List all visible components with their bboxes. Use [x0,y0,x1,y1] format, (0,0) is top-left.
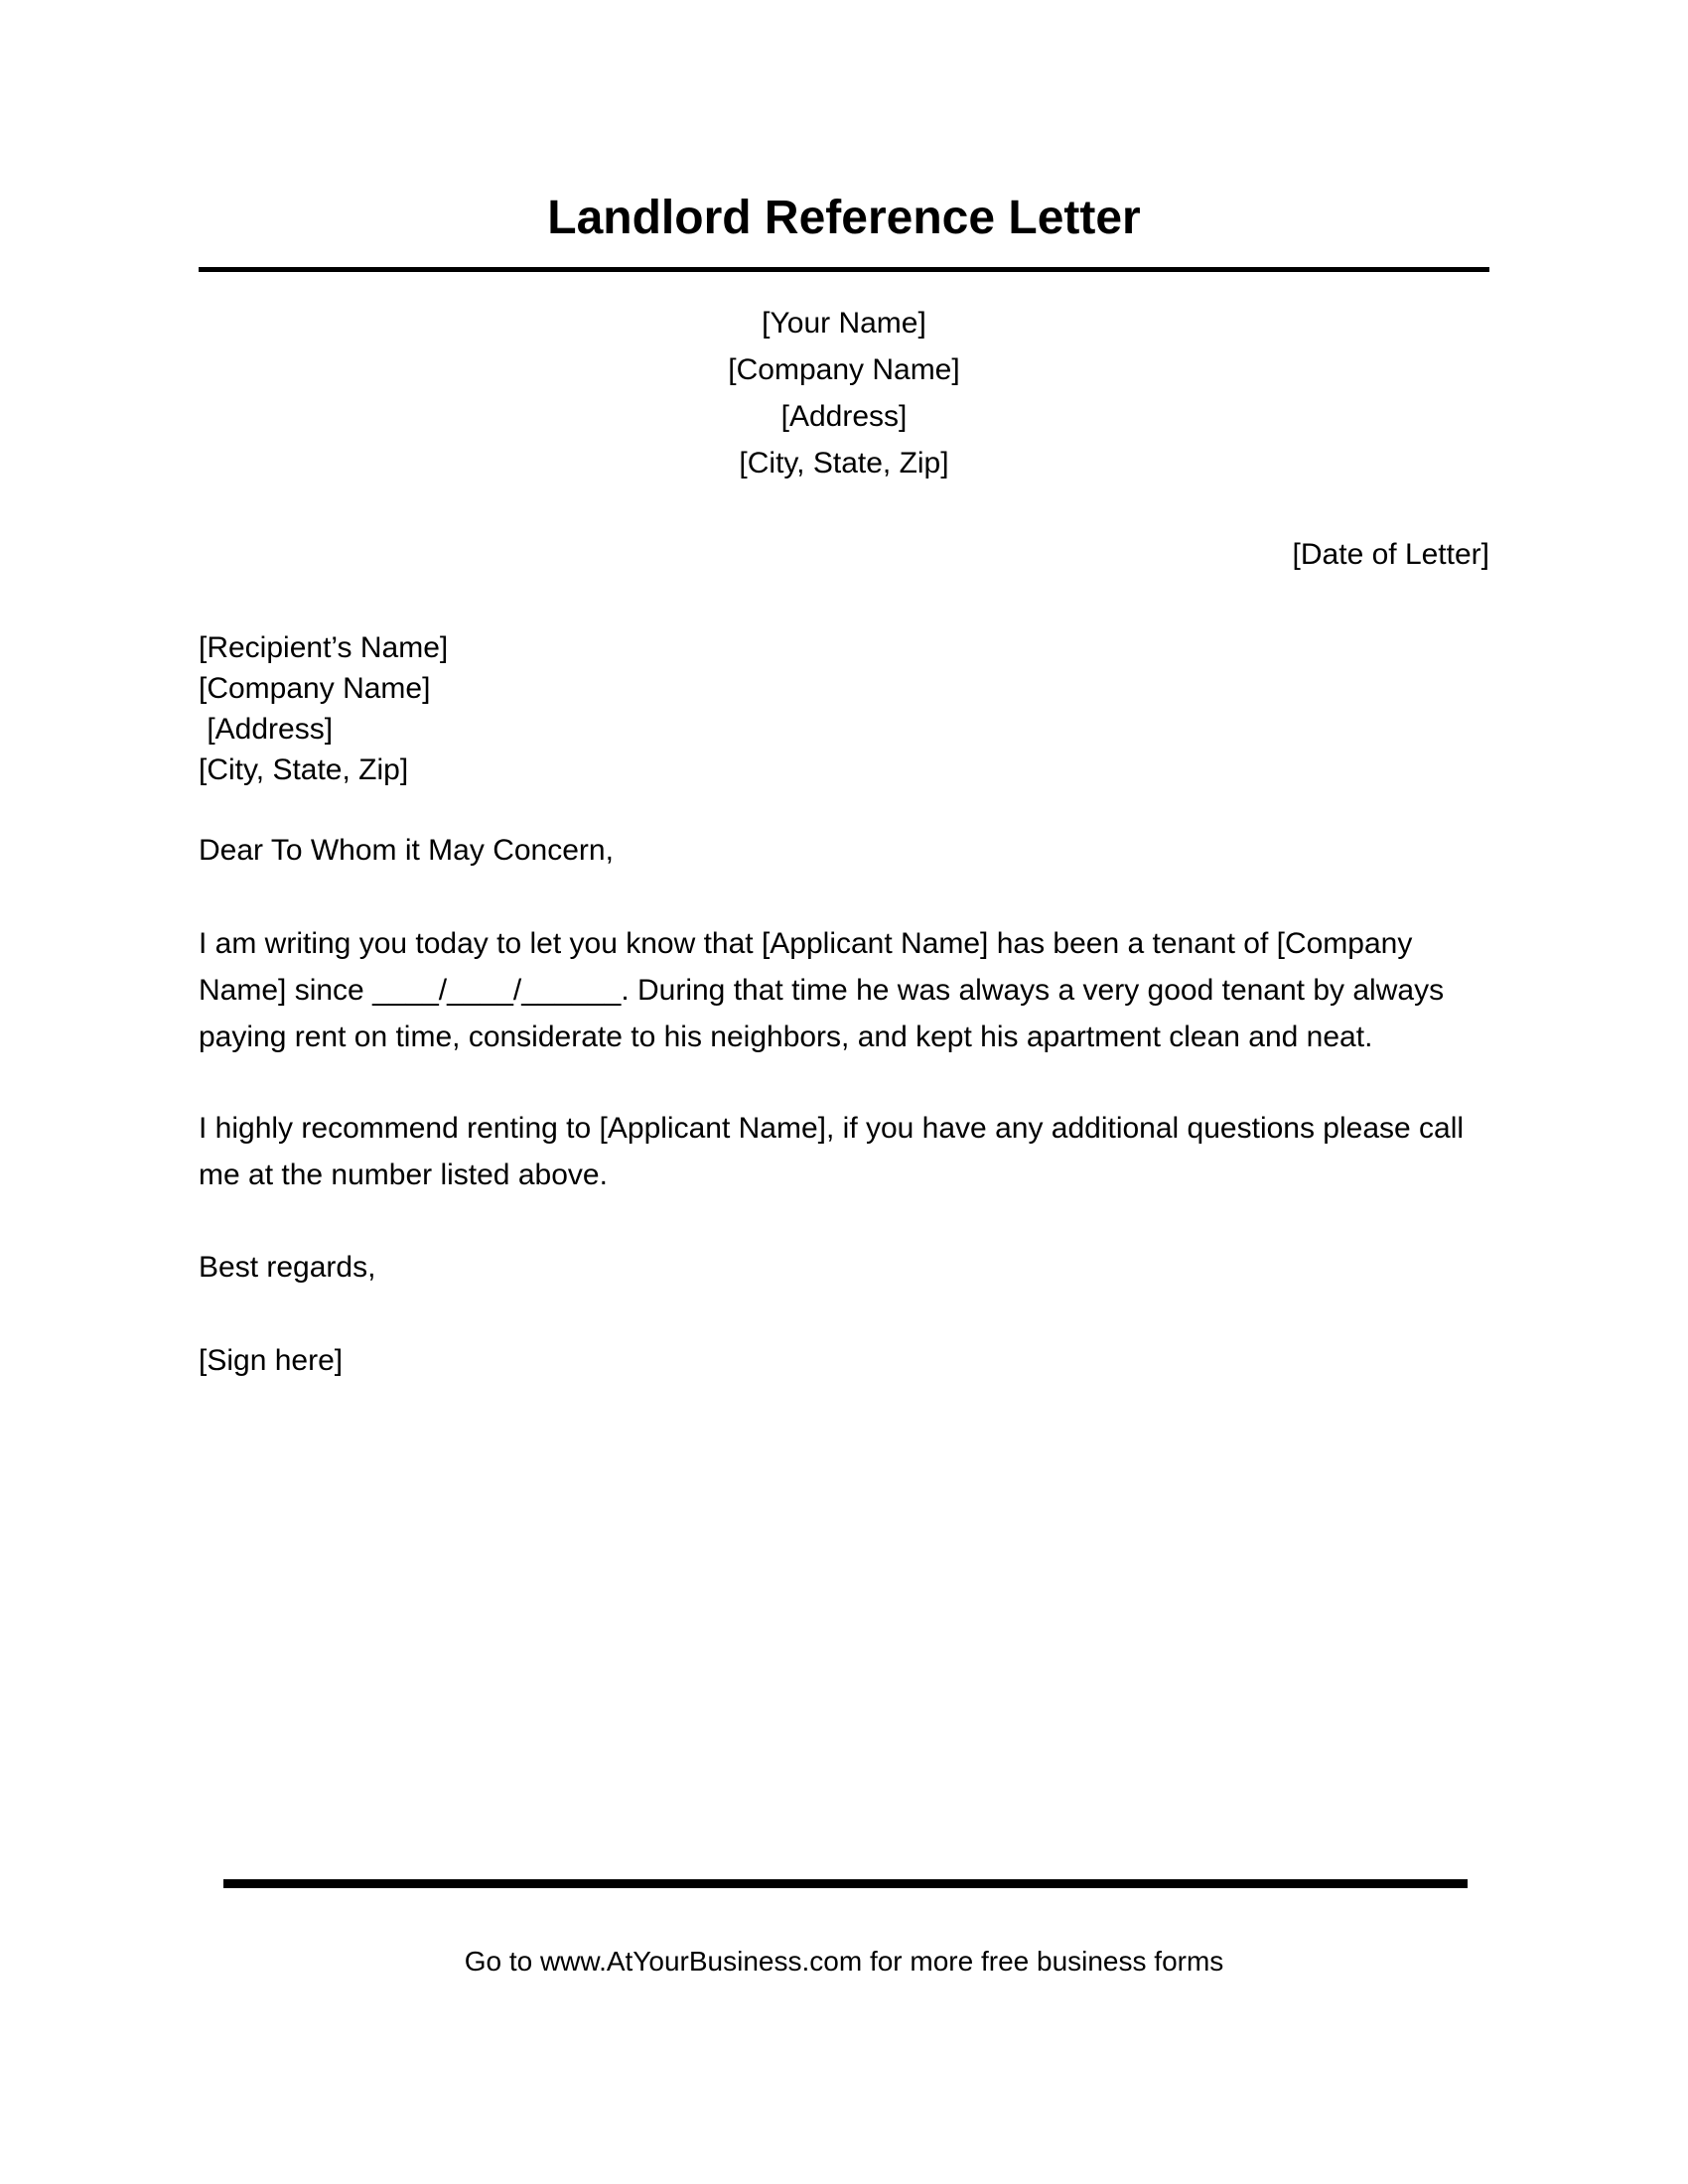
footer-text: Go to www.AtYourBusiness.com for more free business forms [464,1946,1224,1977]
sender-company: [Company Name] [728,353,960,386]
recipient-address: [Address] [199,713,334,746]
footer-divider [223,1879,1468,1888]
signature-placeholder: [Sign here] [199,1344,344,1377]
sender-city-state-zip: [City, State, Zip] [739,447,949,479]
sender-block [199,300,1489,486]
title-divider [199,267,1489,272]
letter-date: [Date of Letter] [1292,538,1489,571]
page-title: Landlord Reference Letter [547,192,1141,244]
recipient-company: [Company Name] [199,672,431,705]
recipient-block [199,627,448,790]
recipient-name: [Recipient’s Name] [199,631,449,664]
closing: Best regards, [199,1251,376,1284]
sender-name: [Your Name] [762,307,926,340]
sender-address: [Address] [780,400,908,433]
body-paragraph-2: I highly recommend renting to [Applicant Name], if you have any additional questions please call me at the number listed above. [199,1112,1465,1191]
recipient-city-state-zip: [City, State, Zip] [199,753,409,786]
salutation: Dear To Whom it May Concern, [199,834,614,867]
body-paragraph-1: I am writing you today to let you know that [Applicant Name] has been a tenant of [Company Name] since ____/____/______. During that time he was always a very good tenant by always paying rent on time, considerate to his neighbors, and kept his apartment clean and neat. [199,927,1445,1053]
